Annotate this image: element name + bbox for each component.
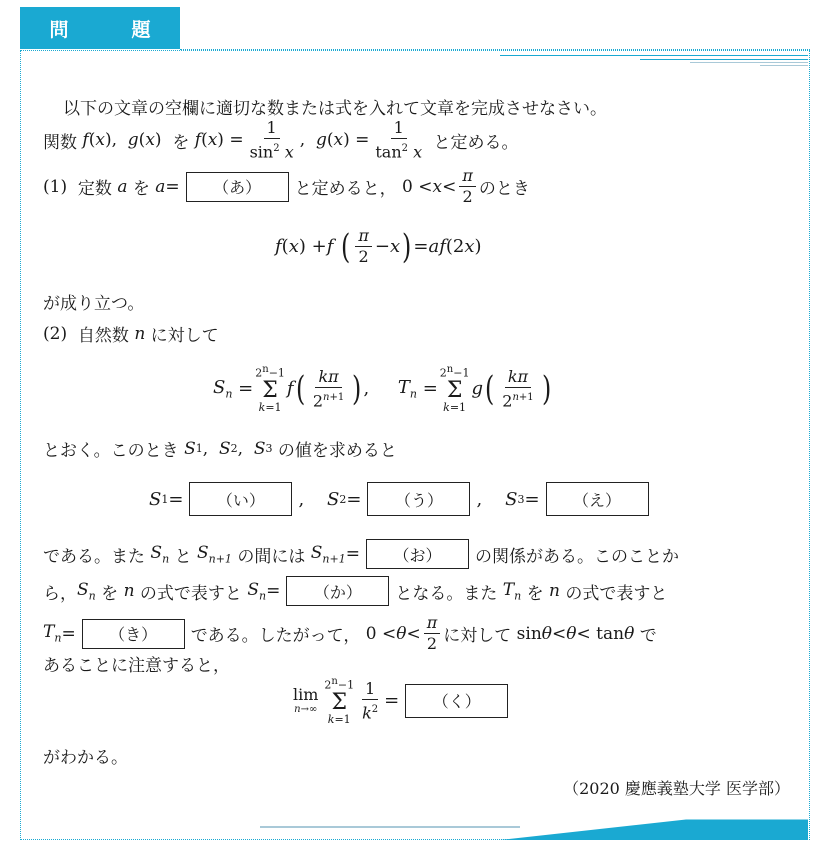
part2-line1: である。また $S_n$ と $S_{n+1}$ の間には $S_{n+1}$ = （お） の関係がある。このことか <box>43 539 679 569</box>
part1-conclusion: が成り立つ。 <box>43 294 145 314</box>
deco-line <box>260 826 520 828</box>
blank-e[interactable]: （え） <box>546 482 649 516</box>
blank-o[interactable]: （お） <box>366 539 469 569</box>
problem-tab-label: 問 題 <box>49 18 173 41</box>
intro-text: 以下の文章の空欄に適切な数または式を入れて文章を完成させなさい。 <box>63 99 607 119</box>
blank-u[interactable]: （う） <box>367 482 470 516</box>
deco-line <box>690 62 808 63</box>
part1-line: (1) 定数 a を a = （あ） と定めると， 0 < x < $\frac{\pi}{2}$ のとき <box>43 166 530 206</box>
deco-line <box>760 65 808 66</box>
part2-oku: とおく。このとき S 1 , S 2 , S 3 の値を求めると <box>43 438 397 461</box>
blank-ka[interactable]: （か） <box>286 576 389 606</box>
equation-limit: lim n→∞ $2^n-1$ Σ k=1 $\frac{1}{k^2}$ = （く） <box>293 676 514 726</box>
blank-ku[interactable]: （く） <box>405 684 508 718</box>
blank-ki[interactable]: （き） <box>82 619 185 649</box>
equation-sums: $S_n$ = $2^n-1$ Σ k=1 f ( $\frac{k\pi}{2^{n+1}}$ ) , $T_n$ = $2^n-1$ Σ k=1 g ( $\frac{k\pi}{2^{n+1}}$ ) <box>213 364 551 414</box>
part2-line: (2) 自然数 n に対して <box>43 323 219 346</box>
definition-line: 関数 f ( x ), g ( x ) を f ( x ) = $\frac{1}{\sin^2 x}$ , g ( x ) = $\frac{1}{\tan^2 x}$ と定める。 <box>43 118 519 162</box>
part2-line3: $T_n$ = （き） である。したがって， 0 < θ < $\frac{\pi}{2}$ に対して sin θ < θ < tan θ で <box>43 613 657 653</box>
final-text: がわかる。 <box>43 748 128 768</box>
problem-tab <box>20 7 180 49</box>
blank-a[interactable]: （あ） <box>186 172 289 202</box>
equation-1: f ( x ) + f ( $\frac{\pi}{2}$ − x ) = af (2 x ) <box>275 226 482 267</box>
source-citation: （2020 慶應義塾大学 医学部） <box>563 779 790 798</box>
deco-line <box>640 59 808 60</box>
part2-line2: ら， $S_n$ を n の式で表すと $S_n$ = （か） となる。また $T_n$ を n の式で表すと <box>43 576 667 606</box>
deco-line <box>500 55 808 56</box>
values-line: S 1 = （い） , S 2 = （う） , S 3 = （え） <box>149 482 655 516</box>
blank-i[interactable]: （い） <box>189 482 292 516</box>
part2-line4: あることに注意すると， <box>43 656 230 676</box>
